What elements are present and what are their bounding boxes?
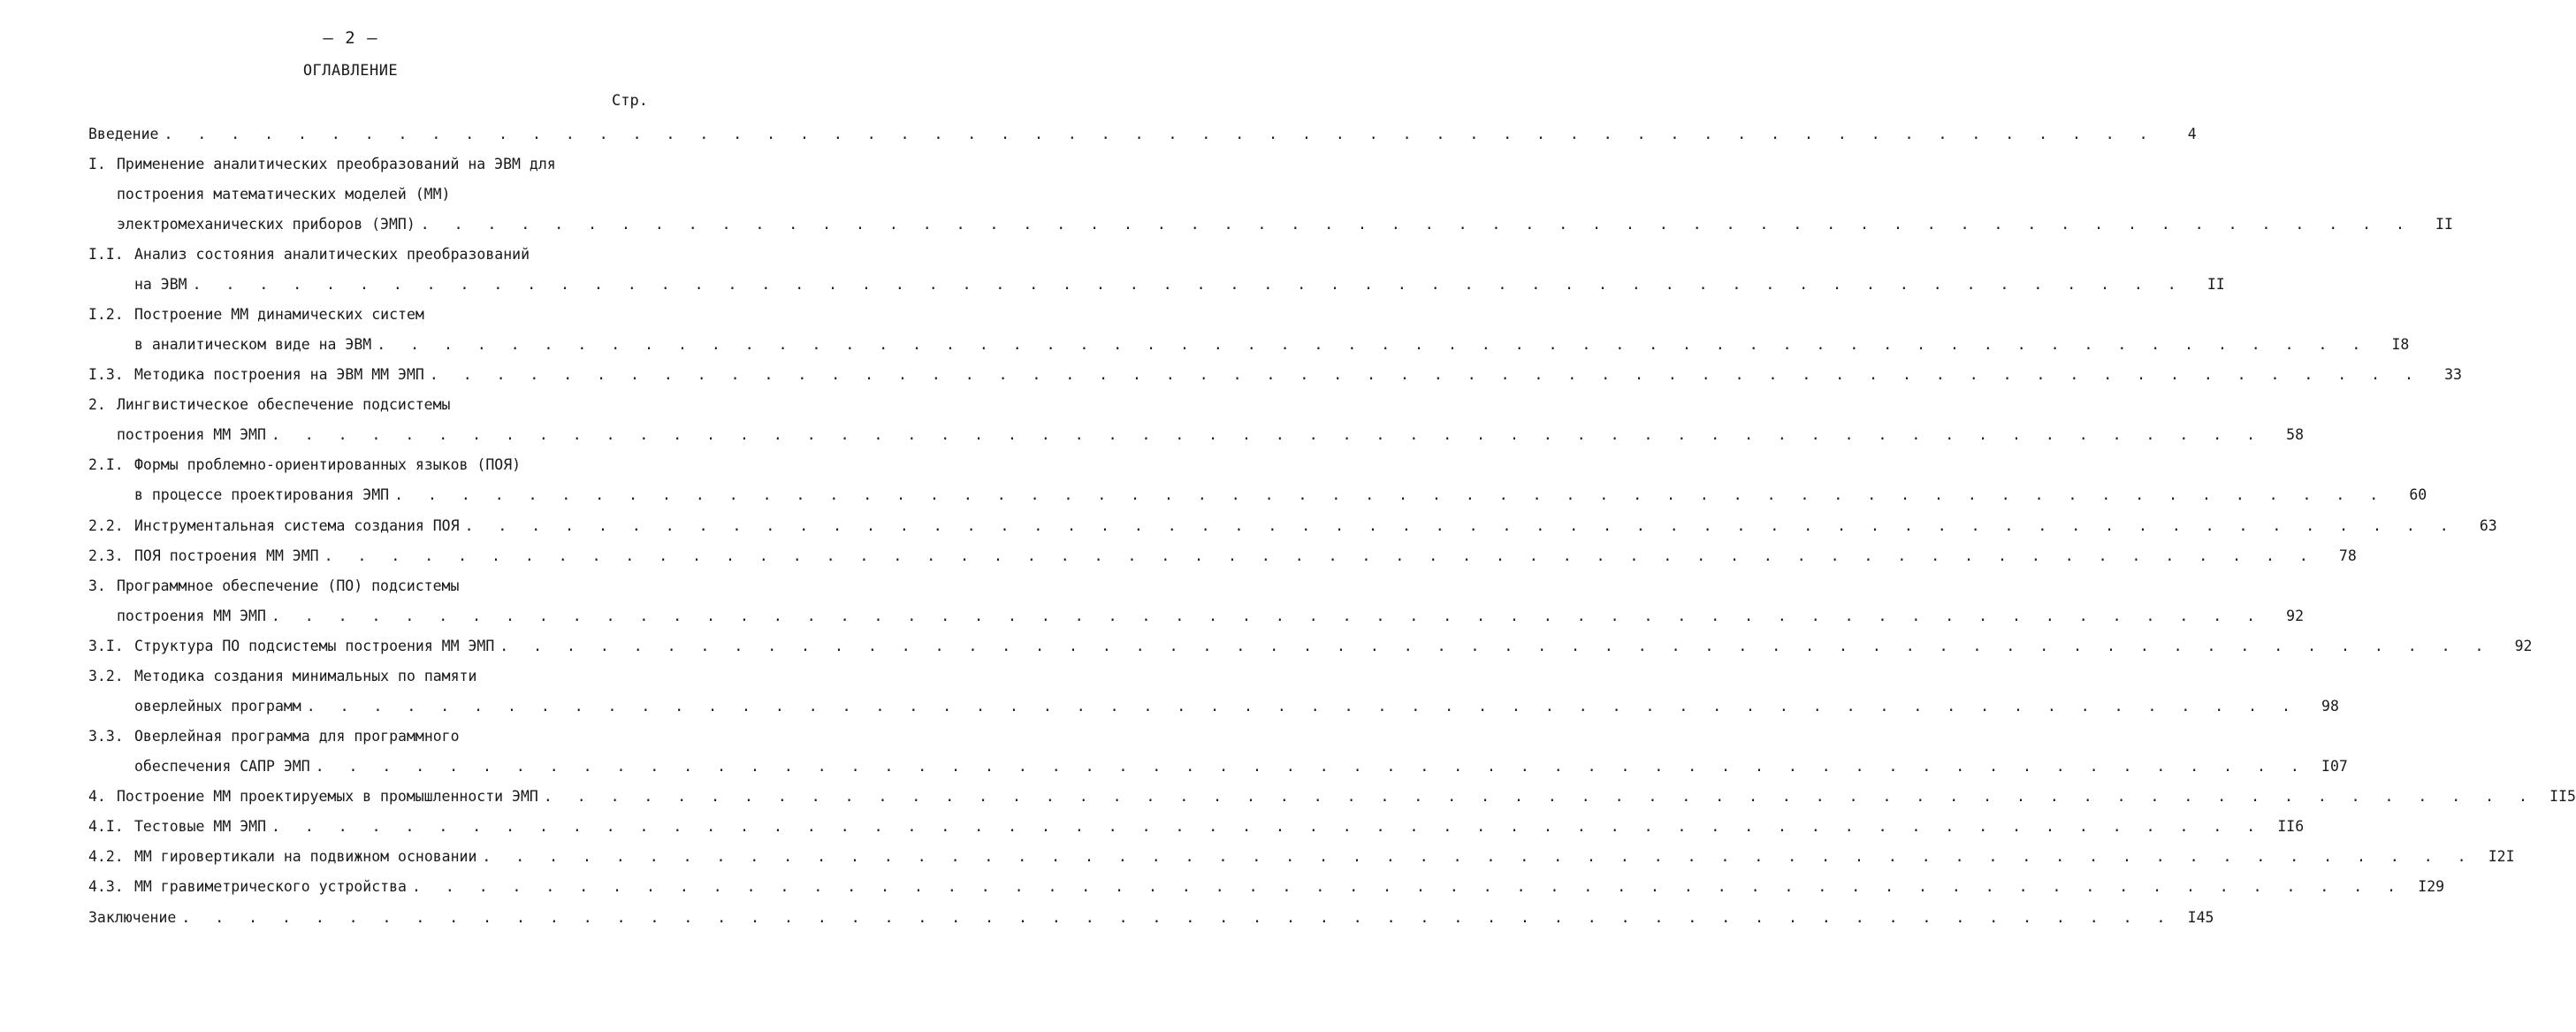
toc-entry-page: 33 — [2444, 366, 2462, 383]
toc-entry[interactable] — [117, 787, 2576, 806]
toc-entry-page: 4 — [2187, 126, 2197, 142]
toc-entry-page: I29 — [2418, 878, 2445, 895]
toc-entry[interactable] — [134, 275, 2225, 294]
toc-entry[interactable] — [134, 697, 2339, 716]
toc-entry-page: I45 — [2187, 909, 2214, 926]
toc-entry-title: Введение — [88, 126, 159, 142]
toc-entry-title: Применение аналитических преобразований на ЭВМ для — [117, 156, 556, 172]
toc-entry-title: Программное обеспечение (ПО) подсистемы — [117, 577, 460, 594]
toc-entry-page: 92 — [2514, 638, 2533, 654]
toc-entry-number: 3.2. — [88, 668, 124, 684]
toc-entry-page: II5 — [2549, 788, 2576, 805]
leader-dots: . . . . . . . . . . . . . . . . . . . . . . . . . . . . . . . . . . . . . . . . . . . . . . . . . . . . . . . . . . . . — [411, 878, 2405, 895]
toc-entry-title: Заключение — [88, 909, 177, 926]
leader-dots: . . . . . . . . . . . . . . . . . . . . . . . . . . . . . . . . . . . . . . . . . . . . . . . . . . . . . . . . . . . . — [271, 426, 2264, 443]
leader-dots: . . . . . . . . . . . . . . . . . . . . . . . . . . . . . . . . . . . . . . . . . . . . . . . . . . . . . . . . . . . . — [464, 517, 2457, 534]
toc-entry-number: I. — [88, 156, 106, 172]
toc-entry-number: 4.I. — [88, 818, 124, 835]
toc-entry[interactable] — [117, 215, 2453, 234]
toc-entry-number: I.2. — [88, 306, 124, 323]
toc-entry-title: в процессе проектирования ЭМП — [134, 486, 390, 503]
toc-entry-number: 2. — [88, 396, 106, 413]
toc-entry-number: 4.2. — [88, 848, 124, 865]
toc-entry-page: 92 — [2286, 608, 2305, 624]
toc-entry-title: электромеханических приборов (ЭМП) — [117, 216, 415, 233]
toc-entry[interactable] — [134, 847, 2515, 867]
toc-entry-page: 58 — [2286, 426, 2305, 443]
toc-entry-page: II — [2435, 216, 2453, 233]
toc-entry-page: 78 — [2338, 547, 2357, 564]
toc-entry[interactable] — [134, 547, 2357, 566]
toc-entry-title: Формы проблемно-ориентированных языков (ПОЯ) — [134, 456, 522, 473]
toc-entry-page: I07 — [2321, 758, 2348, 775]
toc-entry-page: I8 — [2391, 336, 2410, 353]
toc-entry-number: 4.3. — [88, 878, 124, 895]
toc-entry[interactable] — [134, 637, 2533, 656]
leader-dots: . . . . . . . . . . . . . . . . . . . . . . . . . . . . . . . . . . . . . . . . . . . . . . . . . . . . . . . . . . . . — [192, 276, 2184, 293]
page-number: – 2 – — [323, 28, 378, 48]
toc-entry-number: 2.2. — [88, 517, 124, 534]
leader-dots: . . . . . . . . . . . . . . . . . . . . . . . . . . . . . . . . . . . . . . . . . . . . . . . . . . . . . . . . . . . . — [394, 486, 2387, 503]
leader-dots: . . . . . . . . . . . . . . . . . . . . . . . . . . . . . . . . . . . . . . . . . . . . . . . . . . . . . . . . . . . . — [420, 216, 2412, 233]
leader-dots: . . . . . . . . . . . . . . . . . . . . . . . . . . . . . . . . . . . . . . . . . . . . . . . . . . . . . . . . . . . . — [271, 608, 2264, 624]
toc-entry[interactable] — [134, 877, 2445, 897]
toc-entry-number: 3.3. — [88, 728, 124, 745]
toc-entry-title: ММ гравиметрического устройства — [134, 878, 407, 895]
toc-entry-number: 3. — [88, 577, 106, 594]
toc-entry-title: Построение ММ динамических систем — [134, 306, 424, 323]
toc-entry-title: построения ММ ЭМП — [117, 608, 266, 624]
toc-entry[interactable] — [134, 365, 2462, 385]
toc-entry-title: Лингвистическое обеспечение подсистемы — [117, 396, 451, 413]
toc-entry-page: I2I — [2488, 848, 2515, 865]
toc-entry-title: на ЭВМ — [134, 276, 187, 293]
toc-entry[interactable] — [134, 335, 2410, 355]
toc-entry-title: Построение ММ проектируемых в промышленности ЭМП — [117, 788, 538, 805]
toc-entry[interactable] — [134, 757, 2348, 776]
toc-entry[interactable] — [117, 607, 2305, 626]
toc-entry-page: II6 — [2277, 818, 2305, 835]
toc-entry-number: I.I. — [88, 246, 124, 263]
leader-dots: . . . . . . . . . . . . . . . . . . . . . . . . . . . . . . . . . . . . . . . . . . . . . . . . . . . . . . . . . . . . — [164, 126, 2156, 142]
leader-dots: . . . . . . . . . . . . . . . . . . . . . . . . . . . . . . . . . . . . . . . . . . . . . . . . . . . . . . . . . . . . — [271, 818, 2264, 835]
toc-entry-title: оверлейных программ — [134, 698, 301, 715]
toc-entry-title: Методика построения на ЭВМ ММ ЭМП — [134, 366, 424, 383]
toc-entry-title: построения ММ ЭМП — [117, 426, 266, 443]
toc-entry-page: 63 — [2479, 517, 2497, 534]
toc-entry-page: 98 — [2321, 698, 2339, 715]
toc-entry-number: 3.I. — [88, 638, 124, 654]
toc-entry-title: Инструментальная система создания ПОЯ — [134, 517, 460, 534]
toc-entry-number: 2.3. — [88, 547, 124, 564]
toc-entry-title: Оверлейная программа для программного — [134, 728, 460, 745]
leader-dots: . . . . . . . . . . . . . . . . . . . . . . . . . . . . . . . . . . . . . . . . . . . . . . . . . . . . . . . . . . . . — [543, 788, 2535, 805]
toc-entry-page: II — [2206, 276, 2225, 293]
toc-entry-title: построения математических моделей (ММ) — [117, 186, 451, 203]
leader-dots: . . . . . . . . . . . . . . . . . . . . . . . . . . . . . . . . . . . . . . . . . . . . . . . . . . . . . . . . . . . . — [324, 547, 2316, 564]
toc-entry-title: ММ гировертикали на подвижном основании — [134, 848, 477, 865]
toc-entry-title: Тестовые ММ ЭМП — [134, 818, 267, 835]
leader-dots: . . . . . . . . . . . . . . . . . . . . . . . . . . . . . . . . . . . . . . . . . . . . . . . . . . . . . . . . . . . . — [181, 909, 2174, 926]
toc-entry[interactable] — [88, 908, 2214, 928]
leader-dots: . . . . . . . . . . . . . . . . . . . . . . . . . . . . . . . . . . . . . . . . . . . . . . . . . . . . . . . . . . . . — [499, 638, 2492, 654]
leader-dots: . . . . . . . . . . . . . . . . . . . . . . . . . . . . . . . . . . . . . . . . . . . . . . . . . . . . . . . . . . . . — [482, 848, 2474, 865]
toc-entry-title: обеспечения САПР ЭМП — [134, 758, 310, 775]
toc-entry-number: I.3. — [88, 366, 124, 383]
leader-dots: . . . . . . . . . . . . . . . . . . . . . . . . . . . . . . . . . . . . . . . . . . . . . . . . . . . . . . . . . . . . — [429, 366, 2421, 383]
toc-entry[interactable] — [88, 125, 2197, 144]
leader-dots: . . . . . . . . . . . . . . . . . . . . . . . . . . . . . . . . . . . . . . . . . . . . . . . . . . . . . . . . . . . . — [315, 758, 2307, 775]
toc-entry-page: 60 — [2409, 486, 2427, 503]
toc-entry-number: 4. — [88, 788, 106, 805]
toc-entry[interactable] — [134, 817, 2305, 837]
toc-entry-number: 2.I. — [88, 456, 124, 473]
toc-entry-title: Анализ состояния аналитических преобразований — [134, 246, 530, 263]
toc-entry-title: ПОЯ построения ММ ЭМП — [134, 547, 319, 564]
toc-entry-title: Структура ПО подсистемы построения ММ ЭМП — [134, 638, 495, 654]
toc-entry[interactable] — [117, 425, 2305, 445]
toc-entry-title: в аналитическом виде на ЭВМ — [134, 336, 372, 353]
toc-entry[interactable] — [134, 516, 2497, 536]
leader-dots: . . . . . . . . . . . . . . . . . . . . . . . . . . . . . . . . . . . . . . . . . . . . . . . . . . . . . . . . . . . . — [377, 336, 2369, 353]
page-column-header: Стр. — [612, 92, 648, 110]
toc-entry-title: Методика создания минимальных по памяти — [134, 668, 477, 684]
page-title: ОГЛАВЛЕНИЕ — [302, 62, 399, 80]
toc-entry[interactable] — [134, 485, 2427, 505]
leader-dots: . . . . . . . . . . . . . . . . . . . . . . . . . . . . . . . . . . . . . . . . . . . . . . . . . . . . . . . . . . . . — [306, 698, 2298, 715]
